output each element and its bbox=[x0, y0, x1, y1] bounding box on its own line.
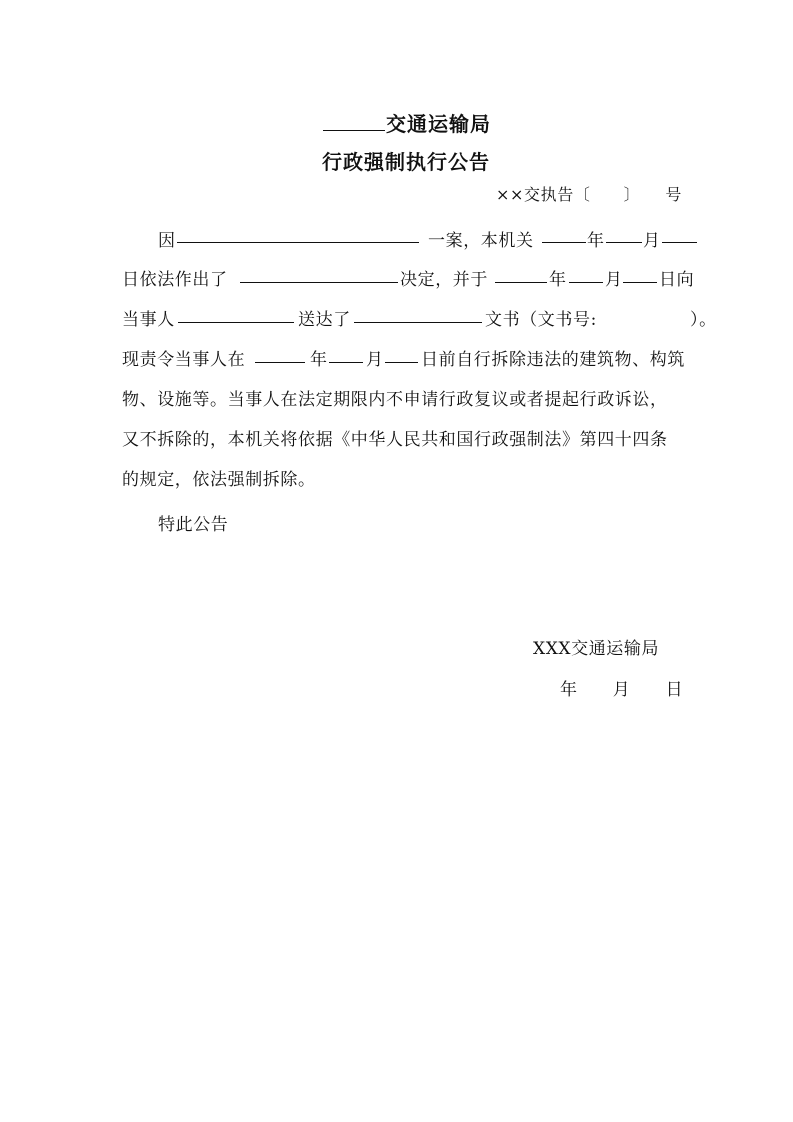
body-text: 一案，本机关 bbox=[428, 231, 534, 251]
body-text: 现责令当事人在 bbox=[122, 350, 246, 370]
signer: XXX交通运输局 bbox=[533, 639, 660, 659]
body-text: 年 bbox=[587, 231, 605, 251]
served-year-blank bbox=[495, 282, 547, 283]
body-text: 日向 bbox=[659, 270, 695, 290]
year-blank bbox=[542, 242, 586, 243]
closing-text: 特此公告 bbox=[158, 515, 229, 535]
decision-name-blank bbox=[240, 282, 398, 283]
party-name-blank bbox=[178, 322, 294, 323]
served-day-blank bbox=[623, 282, 657, 283]
deadline-month-blank bbox=[329, 362, 363, 363]
body-text: 月 bbox=[643, 231, 661, 251]
body-text: 又不拆除的，本机关将依据《中华人民共和国行政强制法》第四十四条 bbox=[122, 430, 668, 450]
body-text: 物、设施等。当事人在法定期限内不申请行政复议或者提起行政诉讼， bbox=[122, 390, 668, 410]
month-blank bbox=[606, 242, 642, 243]
body-text: 当事人 bbox=[122, 310, 175, 330]
body-text: 月 bbox=[366, 350, 384, 370]
body-text: 的规定，依法强制拆除。 bbox=[122, 470, 316, 490]
body-text: 决定，并于 bbox=[400, 270, 488, 290]
body-text: 日依法作出了 bbox=[122, 270, 228, 290]
body-text: ）。 bbox=[690, 310, 717, 330]
page-title: 行政强制执行公告 bbox=[322, 150, 490, 174]
body-text: 日前自行拆除违法的建筑物、构筑 bbox=[421, 350, 685, 370]
agency-name-blank bbox=[323, 130, 385, 131]
doc-number: ××交执告〔 〕 号 bbox=[496, 185, 683, 204]
body-text: 月 bbox=[605, 270, 623, 290]
deadline-year-blank bbox=[255, 362, 305, 363]
body-text: 因 bbox=[158, 231, 176, 251]
case-name-blank bbox=[177, 242, 419, 243]
agency-suffix: 交通运输局 bbox=[386, 112, 491, 136]
body-text: 送达了 bbox=[298, 310, 351, 330]
deadline-day-blank bbox=[385, 362, 418, 363]
body-text: 年 bbox=[549, 270, 567, 290]
served-month-blank bbox=[569, 282, 603, 283]
document-name-blank bbox=[354, 322, 482, 323]
body-text: 文书（文书号: bbox=[485, 310, 597, 330]
day-blank bbox=[662, 242, 697, 243]
date-label: 年 月 日 bbox=[560, 680, 684, 700]
body-text: 年 bbox=[310, 350, 328, 370]
